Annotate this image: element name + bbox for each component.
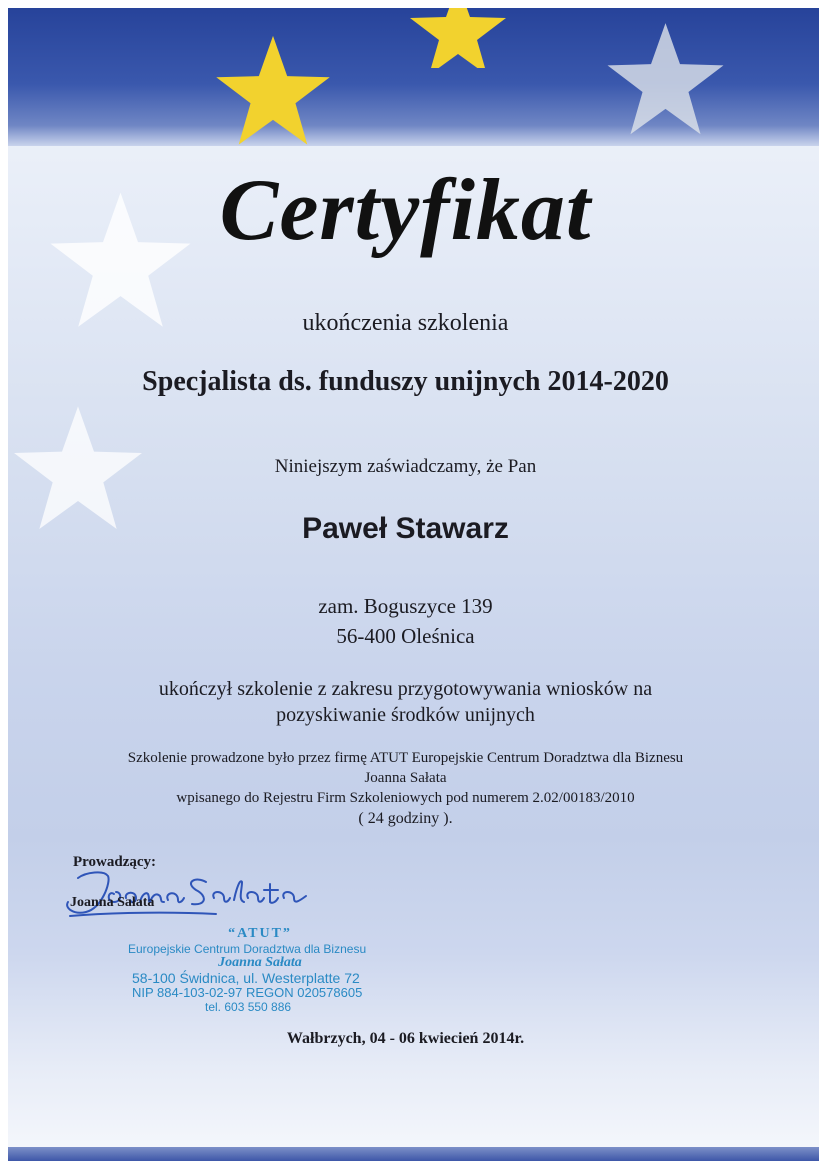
completion-text-line1: ukończył szkolenie z zakresu przygotowywania wniosków na bbox=[158, 678, 653, 700]
place-and-date: Wałbrzych, 04 - 06 kwiecień 2014r. bbox=[286, 1030, 525, 1047]
stamp-company-full-name: Europejskie Centrum Doradztwa dla Biznesu bbox=[128, 942, 367, 956]
stamp-address: 58-100 Świdnica, ul. Westerplatte 72 bbox=[132, 970, 360, 986]
certificate-title: Certyfikat bbox=[219, 162, 592, 259]
training-info-line3: wpisanego do Rejestru Firm Szkoleniowych pod numerem 2.02/00183/2010 bbox=[176, 790, 635, 806]
recipient-address-line2: 56-400 Oleśnica bbox=[336, 624, 475, 648]
recipient-name: Paweł Stawarz bbox=[302, 512, 509, 545]
training-hours: ( 24 godziny ). bbox=[358, 810, 453, 827]
pale-star-right-icon bbox=[593, 16, 738, 151]
training-info-line1: Szkolenie prowadzone było przez firmę ATUT Europejskie Centrum Doradztwa dla Biznesu bbox=[127, 750, 684, 766]
bottom-flag-band bbox=[8, 1147, 819, 1161]
yellow-star-left-icon bbox=[198, 30, 348, 160]
stamp-tax-ids: NIP 884-103-02-97 REGON 020578605 bbox=[132, 985, 363, 1000]
yellow-star-top-icon bbox=[403, 8, 513, 68]
recipient-address-line1: zam. Boguszyce 139 bbox=[318, 594, 493, 618]
company-stamp bbox=[125, 922, 395, 1017]
lecturer-name: Joanna Sałata bbox=[70, 895, 155, 910]
completion-text-line2: pozyskiwanie środków unijnych bbox=[276, 704, 535, 726]
certificate-subtitle: ukończenia szkolenia bbox=[302, 310, 509, 336]
handwritten-signature bbox=[56, 860, 326, 920]
training-info-line2: Joanna Sałata bbox=[364, 770, 447, 786]
lecturer-label: Prowadzący: bbox=[73, 854, 157, 870]
stamp-owner-name: Joanna Sałata bbox=[218, 955, 302, 970]
stamp-phone: tel. 603 550 886 bbox=[205, 1000, 292, 1014]
intro-text: Niniejszym zaświadczamy, że Pan bbox=[274, 456, 537, 477]
course-name: Specjalista ds. funduszy unijnych 2014-2020 bbox=[142, 366, 669, 397]
stamp-company-name: “ATUT” bbox=[228, 926, 292, 941]
